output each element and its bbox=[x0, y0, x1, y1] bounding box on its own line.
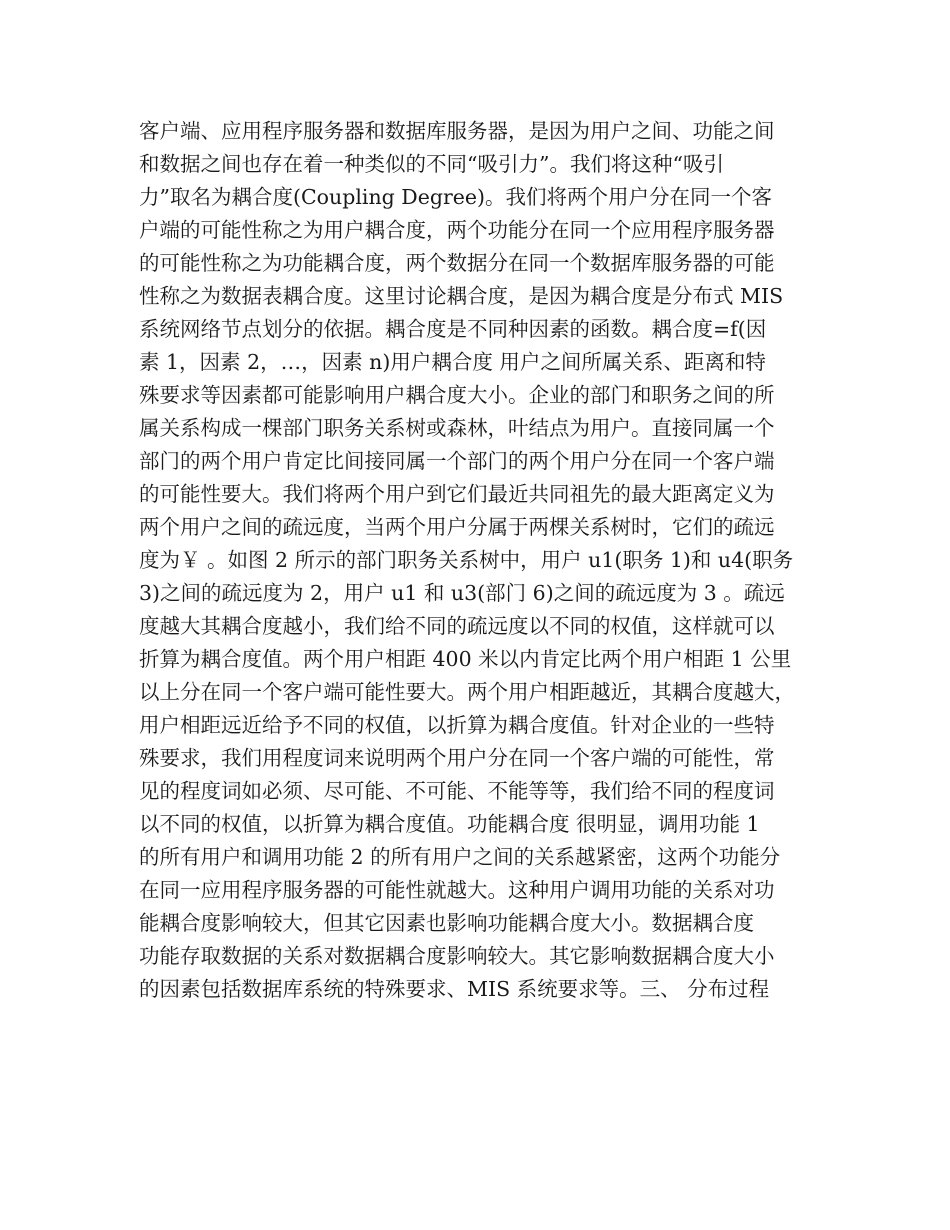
text-line: 系统网络节点划分的依据。耦合度是不同种因素的函数。耦合度=f(因 bbox=[139, 317, 767, 341]
text-line: 功能存取数据的关系对数据耦合度影响较大。其它影响数据耦合度大小 bbox=[139, 944, 775, 968]
text-line: 以上分在同一个客户端可能性要大。两个用户相距越近，其耦合度越大， bbox=[139, 680, 795, 704]
text-line: 能耦合度影响较大，但其它因素也影响功能耦合度大小。数据耦合度 bbox=[139, 911, 754, 935]
text-line: 两个用户之间的疏远度，当两个用户分属于两棵关系树时，它们的疏远 bbox=[139, 515, 775, 539]
text-line: 力”取名为耦合度(Coupling Degree)。我们将两个用户分在同一个客 bbox=[139, 185, 773, 209]
text-line: 的可能性要大。我们将两个用户到它们最近共同祖先的最大距离定义为 bbox=[139, 482, 775, 506]
text-line: 属关系构成一棵部门职务关系树或森林，叶结点为用户。直接同属一个 bbox=[139, 416, 775, 440]
text-line: 以不同的权值，以折算为耦合度值。功能耦合度 很明显，调用功能 1 bbox=[139, 812, 760, 836]
text-line: 度为￥ 。如图 2 所示的部门职务关系树中，用户 u1(职务 1)和 u4(职务 bbox=[139, 548, 794, 572]
body-text bbox=[139, 115, 819, 1006]
text-line: 的因素包括数据库系统的特殊要求、MIS 系统要求等。三、 分布过程 bbox=[139, 977, 770, 1001]
text-line: 户端的可能性称之为用户耦合度，两个功能分在同一个应用程序服务器 bbox=[139, 218, 775, 242]
text-line: 性称之为数据表耦合度。这里讨论耦合度，是因为耦合度是分布式 MIS bbox=[139, 284, 784, 308]
text-line: 3)之间的疏远度为 2，用户 u1 和 u3(部门 6)之间的疏远度为 3 。疏远 bbox=[139, 581, 785, 605]
text-line: 和数据之间也存在着一种类似的不同“吸引力”。我们将这种“吸引 bbox=[139, 152, 724, 176]
text-line: 的可能性称之为功能耦合度，两个数据分在同一个数据库服务器的可能 bbox=[139, 251, 775, 275]
text-line: 见的程度词如必须、尽可能、不可能、不能等等，我们给不同的程度词 bbox=[139, 779, 775, 803]
text-line: 的所有用户和调用功能 2 的所有用户之间的关系越紧密，这两个功能分 bbox=[139, 845, 781, 869]
text-line: 用户相距远近给予不同的权值，以折算为耦合度值。针对企业的一些特 bbox=[139, 713, 775, 737]
text-line: 殊要求等因素都可能影响用户耦合度大小。企业的部门和职务之间的所 bbox=[139, 383, 775, 407]
text-line: 客户端、应用程序服务器和数据库服务器，是因为用户之间、功能之间 bbox=[139, 119, 775, 143]
text-line: 折算为耦合度值。两个用户相距 400 米以内肯定比两个用户相距 1 公里 bbox=[139, 647, 792, 671]
text-line: 度越大其耦合度越小，我们给不同的疏远度以不同的权值，这样就可以 bbox=[139, 614, 775, 638]
text-line: 在同一应用程序服务器的可能性就越大。这种用户调用功能的关系对功 bbox=[139, 878, 775, 902]
text-line: 部门的两个用户肯定比间接同属一个部门的两个用户分在同一个客户端 bbox=[139, 449, 775, 473]
text-line: 素 1，因素 2，…，因素 n)用户耦合度 用户之间所属关系、距离和特 bbox=[139, 350, 766, 374]
text-line: 殊要求，我们用程度词来说明两个用户分在同一个客户端的可能性，常 bbox=[139, 746, 775, 770]
